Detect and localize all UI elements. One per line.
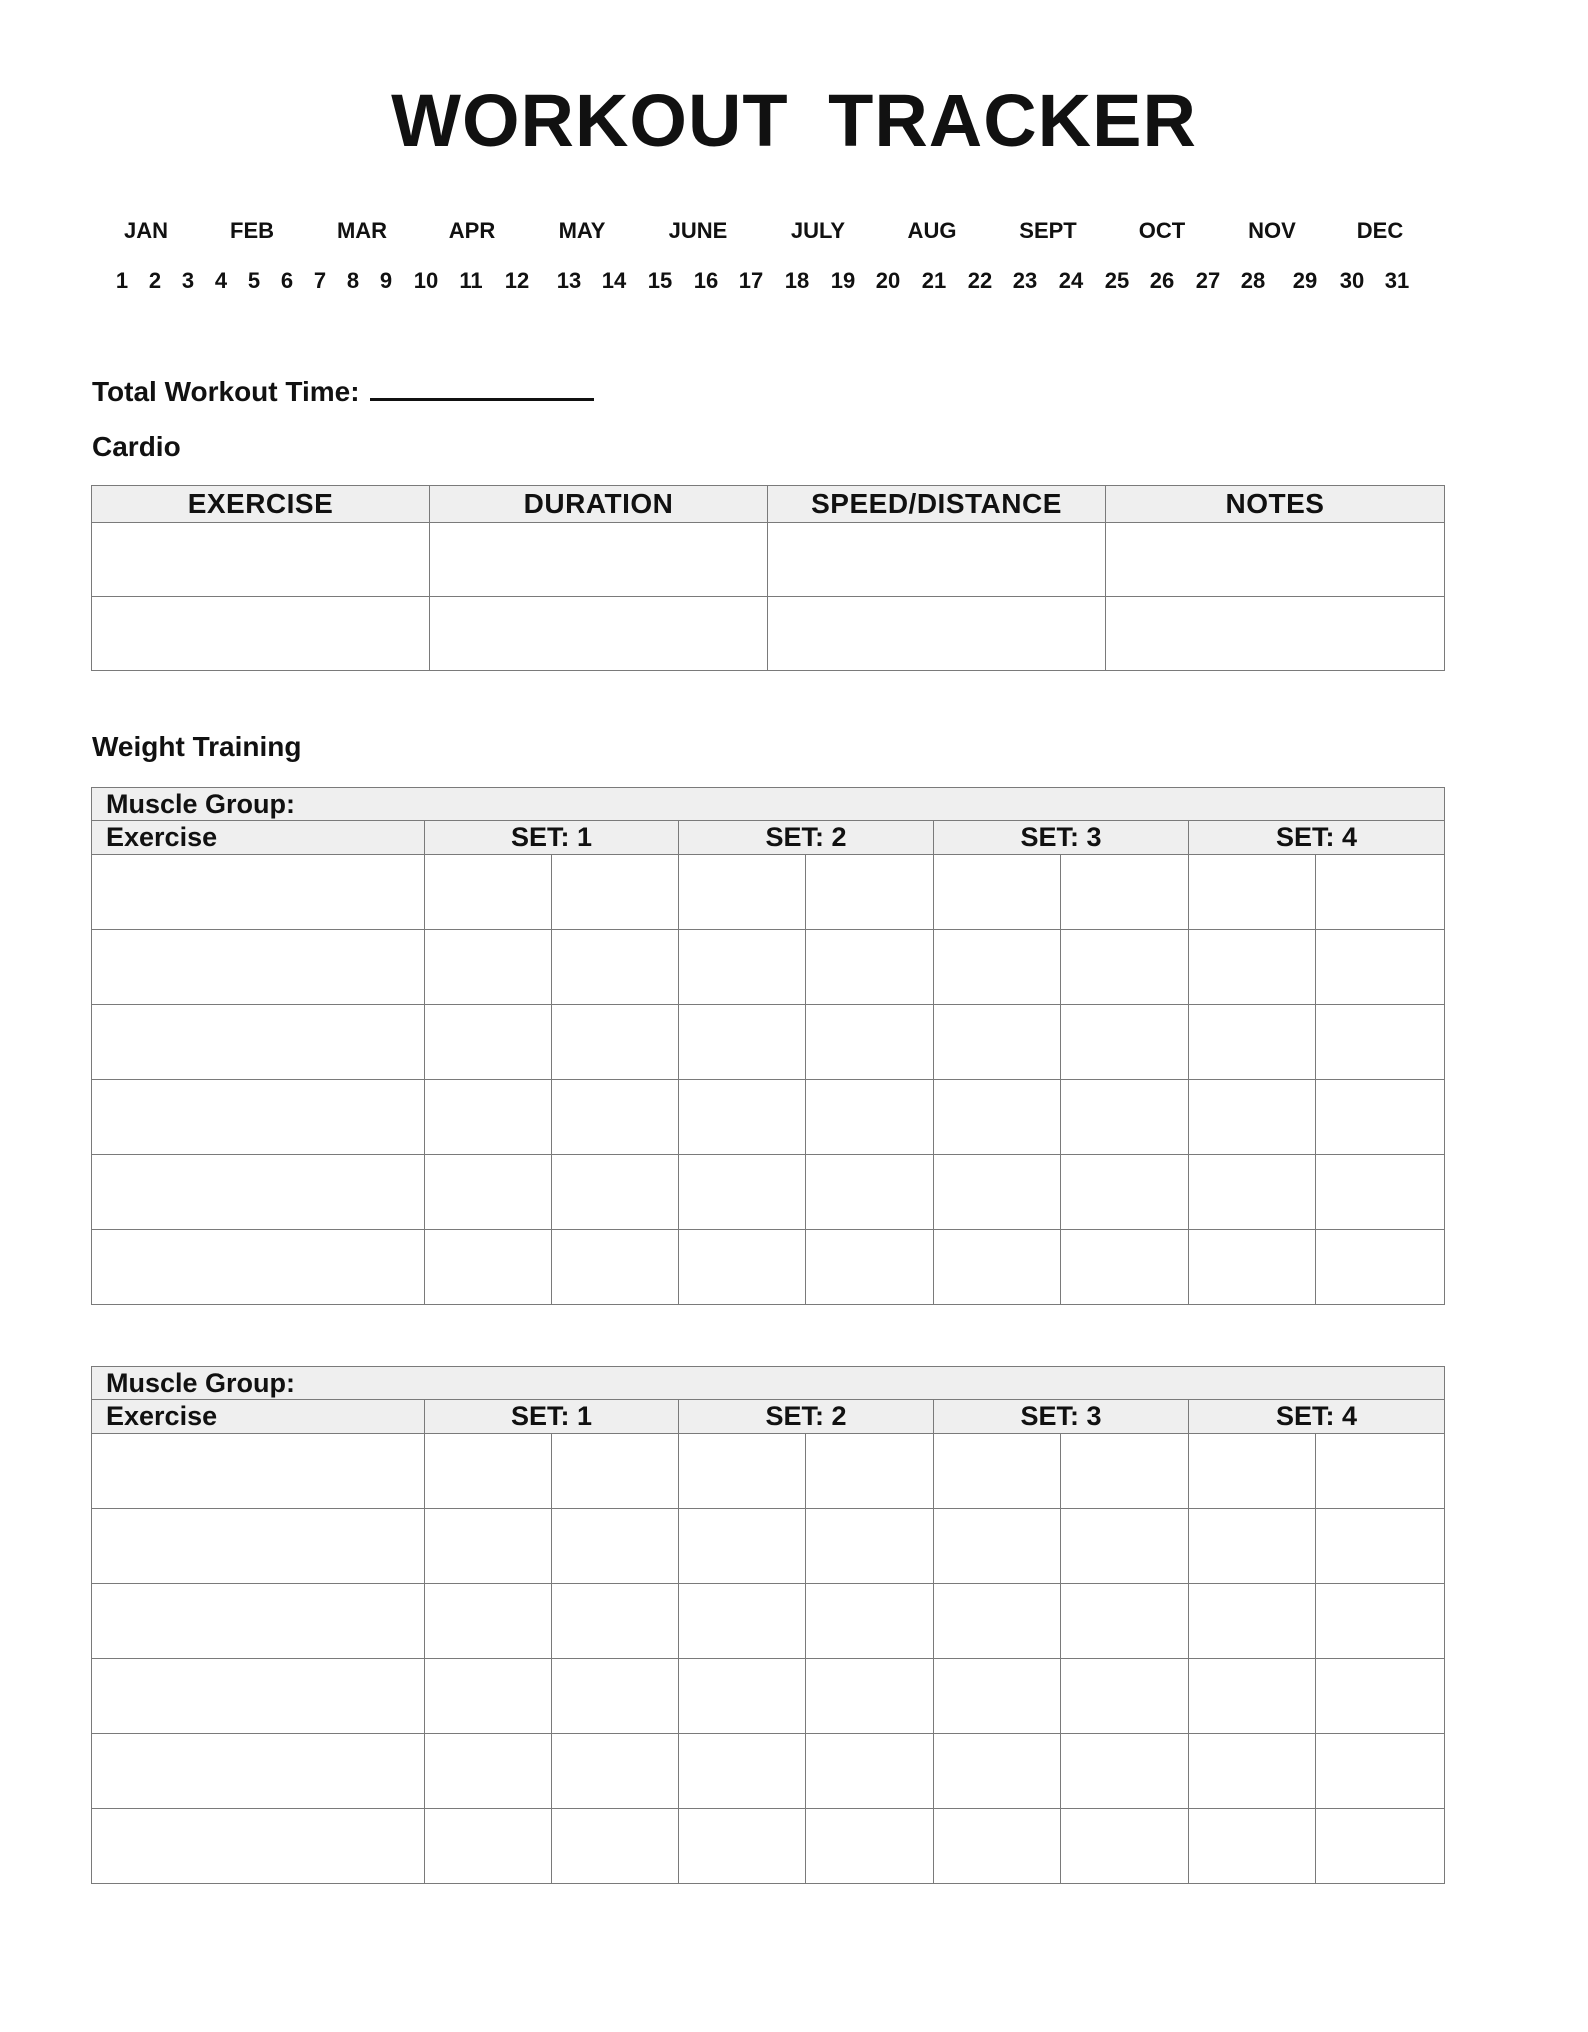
set-cell[interactable] (1316, 1734, 1445, 1809)
exercise-cell[interactable] (92, 1659, 425, 1734)
cardio-duration-cell[interactable] (430, 597, 768, 671)
set-1-header: SET: 1 (425, 1400, 679, 1434)
month-mar[interactable]: MAR (336, 218, 388, 243)
set-cell[interactable] (934, 855, 1061, 930)
exercise-row (92, 1584, 1445, 1659)
cardio-exercise-cell[interactable] (92, 523, 430, 597)
set-3-header: SET: 3 (934, 1400, 1189, 1434)
exercise-header: Exercise (92, 1400, 425, 1434)
cardio-notes-cell[interactable] (1106, 597, 1445, 671)
day-8[interactable]: 8 (346, 268, 360, 293)
day-29[interactable]: 29 (1292, 268, 1318, 293)
set-cell[interactable] (1061, 1659, 1189, 1734)
day-23[interactable]: 23 (1012, 268, 1038, 293)
set-cell[interactable] (1316, 1434, 1445, 1509)
cardio-header-notes: NOTES (1106, 486, 1445, 523)
set-cell[interactable] (806, 1659, 934, 1734)
set-cell[interactable] (1061, 1509, 1189, 1584)
set-cell[interactable] (1316, 1230, 1445, 1305)
set-cell[interactable] (1316, 1659, 1445, 1734)
set-cell[interactable] (806, 1734, 934, 1809)
muscle-group-label[interactable]: Muscle Group: (92, 1367, 1445, 1400)
exercise-cell[interactable] (92, 1734, 425, 1809)
exercise-row (92, 1509, 1445, 1584)
set-cell[interactable] (1061, 1434, 1189, 1509)
exercise-cell[interactable] (92, 1005, 425, 1080)
set-cell[interactable] (1061, 1230, 1189, 1305)
set-cell[interactable] (806, 1809, 934, 1884)
set-cell[interactable] (552, 1434, 679, 1509)
day-26[interactable]: 26 (1149, 268, 1175, 293)
weight-table-1 (91, 787, 1445, 1305)
cardio-table (91, 485, 1445, 671)
set-cell[interactable] (425, 930, 552, 1005)
day-9[interactable]: 9 (379, 268, 393, 293)
exercise-cell[interactable] (92, 855, 425, 930)
set-cell[interactable] (1189, 1005, 1316, 1080)
total-workout-time (92, 374, 594, 408)
day-21[interactable]: 21 (921, 268, 947, 293)
set-cell[interactable] (934, 1230, 1061, 1305)
set-cell[interactable] (679, 1734, 806, 1809)
set-cell[interactable] (934, 1509, 1061, 1584)
total-workout-time-field[interactable] (370, 374, 594, 401)
set-4-header: SET: 4 (1189, 1400, 1445, 1434)
cardio-row (92, 523, 1445, 597)
set-cell[interactable] (1189, 1584, 1316, 1659)
set-cell[interactable] (552, 1734, 679, 1809)
exercise-row (92, 1230, 1445, 1305)
set-cell[interactable] (1061, 855, 1189, 930)
set-cell[interactable] (934, 1659, 1061, 1734)
set-cell[interactable] (1061, 1155, 1189, 1230)
set-cell[interactable] (425, 1005, 552, 1080)
set-cell[interactable] (552, 1809, 679, 1884)
set-cell[interactable] (934, 1584, 1061, 1659)
weight-header-row (92, 1400, 1445, 1434)
cardio-speed-distance-cell[interactable] (768, 523, 1106, 597)
day-16[interactable]: 16 (693, 268, 719, 293)
day-18[interactable]: 18 (784, 268, 810, 293)
set-cell[interactable] (934, 1155, 1061, 1230)
day-2[interactable]: 2 (148, 268, 162, 293)
set-cell[interactable] (679, 1584, 806, 1659)
exercise-cell[interactable] (92, 1080, 425, 1155)
page-title: WORKOUT TRACKER (391, 79, 1197, 162)
weight-table-2 (91, 1366, 1445, 1884)
month-may[interactable]: MAY (558, 218, 606, 243)
month-june[interactable]: JUNE (668, 218, 728, 243)
cardio-duration-cell[interactable] (430, 523, 768, 597)
day-15[interactable]: 15 (647, 268, 673, 293)
set-cell[interactable] (1316, 1005, 1445, 1080)
set-cell[interactable] (679, 855, 806, 930)
set-cell[interactable] (1061, 1005, 1189, 1080)
set-cell[interactable] (425, 1155, 552, 1230)
set-cell[interactable] (1316, 930, 1445, 1005)
exercise-cell[interactable] (92, 1584, 425, 1659)
set-cell[interactable] (1189, 855, 1316, 930)
month-oct[interactable]: OCT (1138, 218, 1186, 243)
set-cell[interactable] (552, 855, 679, 930)
month-july[interactable]: JULY (790, 218, 846, 243)
set-cell[interactable] (934, 1809, 1061, 1884)
set-cell[interactable] (552, 1155, 679, 1230)
muscle-group-label[interactable]: Muscle Group: (92, 788, 1445, 821)
set-4-header: SET: 4 (1189, 821, 1445, 855)
cardio-header-row (92, 486, 1445, 523)
set-cell[interactable] (552, 1230, 679, 1305)
set-cell[interactable] (806, 1080, 934, 1155)
day-3[interactable]: 3 (181, 268, 195, 293)
day-13[interactable]: 13 (556, 268, 582, 293)
set-cell[interactable] (806, 1155, 934, 1230)
set-cell[interactable] (425, 1734, 552, 1809)
set-cell[interactable] (425, 1509, 552, 1584)
total-workout-time-label: Total Workout Time: (92, 376, 360, 407)
month-aug[interactable]: AUG (907, 218, 957, 243)
set-cell[interactable] (679, 1155, 806, 1230)
month-feb[interactable]: FEB (230, 218, 274, 243)
cardio-notes-cell[interactable] (1106, 523, 1445, 597)
exercise-cell[interactable] (92, 1509, 425, 1584)
set-cell[interactable] (806, 855, 934, 930)
cardio-speed-distance-cell[interactable] (768, 597, 1106, 671)
month-dec[interactable]: DEC (1356, 218, 1404, 243)
set-cell[interactable] (425, 1809, 552, 1884)
set-cell[interactable] (425, 1230, 552, 1305)
set-cell[interactable] (1061, 930, 1189, 1005)
set-cell[interactable] (679, 1809, 806, 1884)
set-cell[interactable] (934, 930, 1061, 1005)
set-cell[interactable] (552, 1005, 679, 1080)
exercise-row (92, 855, 1445, 930)
set-cell[interactable] (1061, 1734, 1189, 1809)
day-22[interactable]: 22 (967, 268, 993, 293)
cardio-header-exercise: EXERCISE (92, 486, 430, 523)
cardio-row (92, 597, 1445, 671)
day-27[interactable]: 27 (1195, 268, 1221, 293)
set-cell[interactable] (552, 1080, 679, 1155)
set-2-header: SET: 2 (679, 821, 934, 855)
set-cell[interactable] (1316, 1080, 1445, 1155)
set-cell[interactable] (1189, 1734, 1316, 1809)
exercise-row (92, 1809, 1445, 1884)
day-6[interactable]: 6 (280, 268, 294, 293)
set-cell[interactable] (1189, 1809, 1316, 1884)
weight-training-heading: Weight Training (92, 731, 302, 762)
exercise-row (92, 930, 1445, 1005)
set-cell[interactable] (1316, 1809, 1445, 1884)
set-cell[interactable] (806, 1434, 934, 1509)
exercise-cell[interactable] (92, 1230, 425, 1305)
day-11[interactable]: 11 (459, 268, 483, 293)
set-cell[interactable] (1189, 1434, 1316, 1509)
set-cell[interactable] (552, 1659, 679, 1734)
month-sept[interactable]: SEPT (1019, 218, 1077, 243)
set-cell[interactable] (934, 1734, 1061, 1809)
set-cell[interactable] (679, 930, 806, 1005)
set-cell[interactable] (934, 1005, 1061, 1080)
day-24[interactable]: 24 (1058, 268, 1084, 293)
cardio-heading: Cardio (92, 431, 181, 462)
set-cell[interactable] (679, 1005, 806, 1080)
set-cell[interactable] (806, 1509, 934, 1584)
day-12[interactable]: 12 (504, 268, 530, 293)
set-3-header: SET: 3 (934, 821, 1189, 855)
set-cell[interactable] (425, 1434, 552, 1509)
month-apr[interactable]: APR (448, 218, 496, 243)
muscle-group-row (92, 1367, 1445, 1400)
month-nov[interactable]: NOV (1248, 218, 1296, 243)
exercise-cell[interactable] (92, 1809, 425, 1884)
exercise-row (92, 1734, 1445, 1809)
set-cell[interactable] (1189, 1080, 1316, 1155)
cardio-exercise-cell[interactable] (92, 597, 430, 671)
set-cell[interactable] (1316, 1155, 1445, 1230)
exercise-cell[interactable] (92, 1155, 425, 1230)
set-cell[interactable] (679, 1080, 806, 1155)
day-5[interactable]: 5 (247, 268, 261, 293)
weight-header-row (92, 821, 1445, 855)
set-cell[interactable] (1061, 1584, 1189, 1659)
set-cell[interactable] (552, 930, 679, 1005)
set-cell[interactable] (1189, 1155, 1316, 1230)
set-cell[interactable] (679, 1509, 806, 1584)
exercise-row (92, 1005, 1445, 1080)
set-2-header: SET: 2 (679, 1400, 934, 1434)
set-cell[interactable] (934, 1080, 1061, 1155)
set-cell[interactable] (1316, 1584, 1445, 1659)
set-cell[interactable] (425, 1584, 552, 1659)
set-cell[interactable] (806, 1230, 934, 1305)
exercise-row (92, 1434, 1445, 1509)
month-jan[interactable]: JAN (123, 218, 169, 243)
cardio-header-speed-distance: SPEED/DISTANCE (768, 486, 1106, 523)
day-14[interactable]: 14 (601, 268, 627, 293)
day-31[interactable]: 31 (1384, 268, 1410, 293)
set-cell[interactable] (1189, 1230, 1316, 1305)
day-28[interactable]: 28 (1240, 268, 1266, 293)
set-cell[interactable] (425, 855, 552, 930)
day-1[interactable]: 1 (115, 268, 129, 293)
exercise-cell[interactable] (92, 1434, 425, 1509)
day-20[interactable]: 20 (875, 268, 901, 293)
exercise-header: Exercise (92, 821, 425, 855)
set-cell[interactable] (1061, 1809, 1189, 1884)
cardio-header-duration: DURATION (430, 486, 768, 523)
set-cell[interactable] (1189, 1659, 1316, 1734)
day-10[interactable]: 10 (413, 268, 439, 293)
day-4[interactable]: 4 (214, 268, 228, 293)
day-19[interactable]: 19 (830, 268, 856, 293)
set-cell[interactable] (806, 1005, 934, 1080)
set-1-header: SET: 1 (425, 821, 679, 855)
set-cell[interactable] (1189, 1509, 1316, 1584)
set-cell[interactable] (425, 1080, 552, 1155)
set-cell[interactable] (679, 1434, 806, 1509)
set-cell[interactable] (552, 1584, 679, 1659)
day-25[interactable]: 25 (1104, 268, 1130, 293)
set-cell[interactable] (1189, 930, 1316, 1005)
set-cell[interactable] (679, 1659, 806, 1734)
muscle-group-row (92, 788, 1445, 821)
exercise-row (92, 1080, 1445, 1155)
set-cell[interactable] (679, 1230, 806, 1305)
exercise-cell[interactable] (92, 930, 425, 1005)
day-7[interactable]: 7 (313, 268, 327, 293)
set-cell[interactable] (806, 930, 934, 1005)
set-cell[interactable] (1316, 855, 1445, 930)
day-17[interactable]: 17 (738, 268, 764, 293)
set-cell[interactable] (425, 1659, 552, 1734)
set-cell[interactable] (934, 1434, 1061, 1509)
day-30[interactable]: 30 (1339, 268, 1365, 293)
set-cell[interactable] (552, 1509, 679, 1584)
set-cell[interactable] (1061, 1080, 1189, 1155)
exercise-row (92, 1659, 1445, 1734)
set-cell[interactable] (806, 1584, 934, 1659)
set-cell[interactable] (1316, 1509, 1445, 1584)
exercise-row (92, 1155, 1445, 1230)
